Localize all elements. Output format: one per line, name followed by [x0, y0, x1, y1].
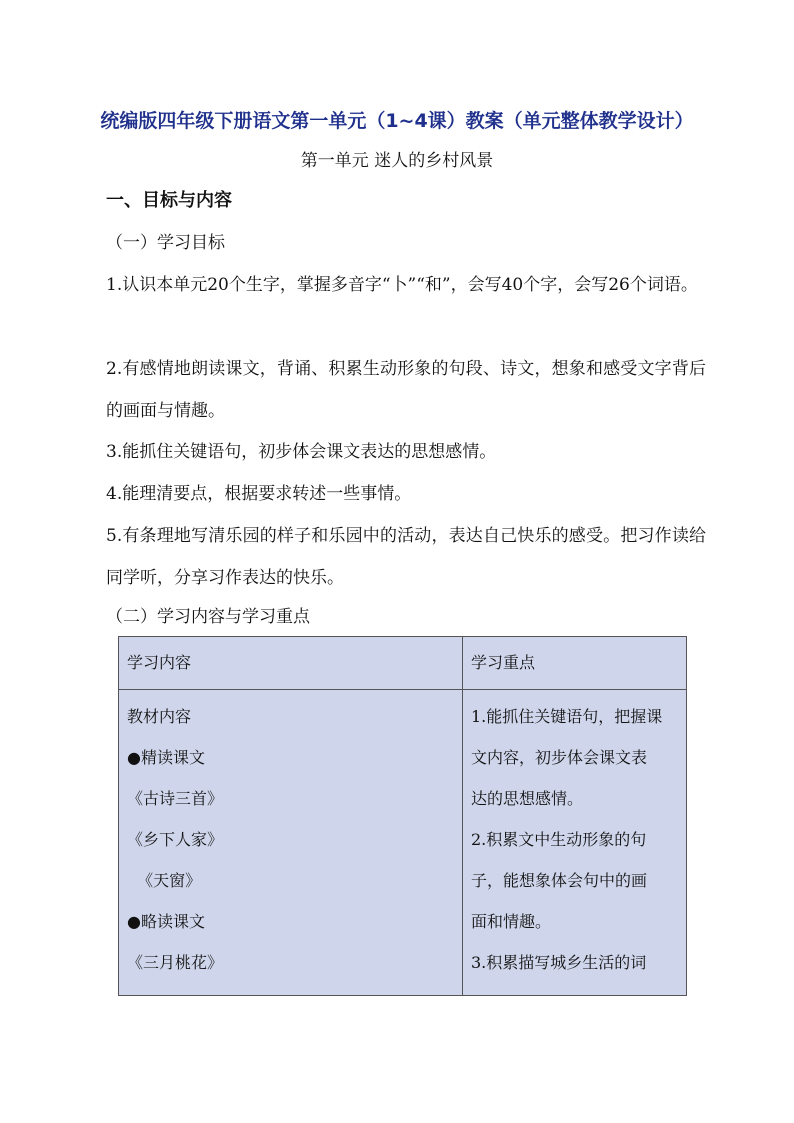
table-row [119, 690, 687, 996]
list-item: 2.积累文中生动形象的句 [471, 830, 647, 849]
objective-item-3: 3.能抓住关键语句，初步体会课文表达的思想感情。 [106, 442, 497, 462]
list-item: 教材内容 [127, 707, 192, 726]
table-header-content: 学习内容 [119, 637, 463, 690]
section-heading-goals: 一、目标与内容 [106, 190, 232, 211]
list-item: 子，能想象体会句中的画 [471, 871, 648, 890]
focus-cell [463, 690, 687, 996]
list-item: ●精读课文 [127, 748, 205, 767]
objective-item-1: 1.认识本单元20个生字，掌握多音字“卜”“和”，会写40个字，会写26个词语。 [106, 275, 698, 295]
list-item: 《乡下人家》 [127, 830, 224, 849]
subsection-heading-objectives: （一）学习目标 [106, 233, 225, 253]
list-item: 1.能抓住关键语句，把握课 [471, 707, 663, 726]
document-title: 统编版四年级下册语文第一单元（1~4课）教案（单元整体教学设计） [100, 110, 694, 132]
list-item: 3.积累描写城乡生活的词 [471, 953, 647, 972]
subsection-heading-content: （二）学习内容与学习重点 [106, 607, 310, 627]
table-header-row [119, 637, 687, 690]
content-focus-table [118, 636, 687, 996]
list-item: ●略读课文 [127, 912, 205, 931]
list-item: 面和情趣。 [471, 912, 552, 931]
objective-item-5: 5.有条理地写清乐园的样子和乐园中的活动，表达自己快乐的感受。把习作读给同学听，分享习作表达的快乐。 [106, 526, 706, 588]
objective-item-4: 4.能理清要点，根据要求转述一些事情。 [106, 484, 412, 504]
objective-item-2: 2.有感情地朗读课文，背诵、积累生动形象的句段、诗文，想象和感受文字背后的画面与情趣。 [106, 359, 706, 421]
list-item: 达的思想感情。 [471, 789, 584, 808]
unit-subtitle: 第一单元 迷人的乡村风景 [300, 151, 494, 171]
list-item: 《天窗》 [127, 871, 202, 890]
list-item: 《古诗三首》 [127, 789, 224, 808]
list-item: 《三月桃花》 [127, 953, 224, 972]
list-item: 文内容，初步体会课文表 [471, 748, 648, 767]
table-header-focus: 学习重点 [463, 637, 687, 690]
content-cell [119, 690, 463, 996]
